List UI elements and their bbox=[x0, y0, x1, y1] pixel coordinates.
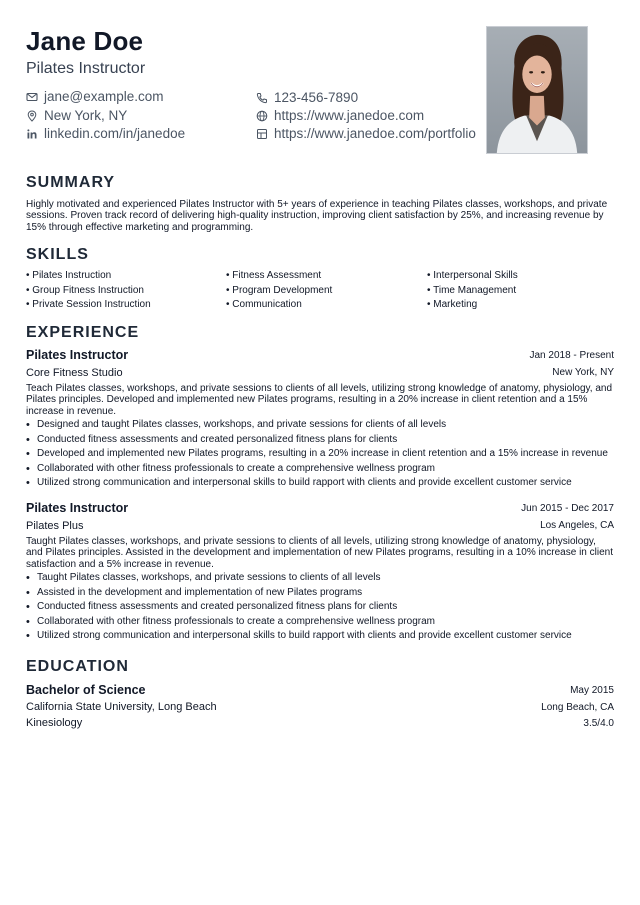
summary-text: Highly motivated and experienced Pilates Instructor with 5+ years of experience in teaching Pilates classes, workshops, and private sessions. Proven track record of delivering high-quality instruction, improving client satisfaction by 25%, and increasing revenue by 15% through effective marketing and programming. bbox=[26, 199, 608, 233]
globe-icon bbox=[256, 110, 268, 122]
contact-phone[interactable] bbox=[256, 90, 358, 105]
portfolio-icon bbox=[256, 128, 268, 140]
skill-item: • Fitness Assessment bbox=[226, 270, 322, 281]
candidate-role: Pilates Instructor bbox=[26, 60, 146, 77]
skill-item: • Group Fitness Instruction bbox=[26, 285, 144, 296]
job-description: Taught Pilates classes, workshops, and private sessions to clients of all levels, utilizing strong knowledge of anatomy, physiology, and Pilates principles. Assisted in the development and implementation of new Pilates programs, resulting in a 10% increase in client satisfaction and a 5% increase in revenue. bbox=[26, 536, 613, 570]
education-school: California State University, Long Beach bbox=[26, 701, 217, 713]
job-company: Pilates Plus bbox=[26, 520, 84, 532]
contact-location bbox=[26, 108, 127, 123]
job-date: Jun 2015 - Dec 2017 bbox=[521, 503, 614, 514]
map-pin-icon bbox=[26, 110, 38, 122]
job-bullets bbox=[26, 418, 614, 491]
job-title: Pilates Instructor bbox=[26, 348, 129, 362]
job-bullet: • Designed and taught Pilates classes, workshops, and private sessions for clients of all levels bbox=[26, 418, 614, 433]
job-title: Pilates Instructor bbox=[26, 501, 129, 515]
education-location: Long Beach, CA bbox=[541, 702, 614, 713]
skill-item: • Communication bbox=[226, 299, 302, 310]
job-date: Jan 2018 - Present bbox=[529, 350, 614, 361]
phone-icon bbox=[256, 92, 268, 104]
contact-email-text: jane@example.com bbox=[44, 89, 164, 104]
skill-item: • Interpersonal Skills bbox=[427, 270, 518, 281]
envelope-icon bbox=[26, 91, 38, 103]
profile-photo bbox=[486, 26, 588, 154]
contact-website[interactable] bbox=[256, 108, 424, 123]
job-bullet: • Assisted in the development and implementation of new Pilates programs bbox=[26, 586, 614, 601]
contact-linkedin-text: linkedin.com/in/janedoe bbox=[44, 126, 186, 141]
linkedin-icon bbox=[26, 128, 38, 140]
contact-portfolio[interactable] bbox=[256, 126, 476, 141]
education-heading: EDUCATION bbox=[26, 658, 129, 675]
education-field: Kinesiology bbox=[26, 717, 83, 729]
contact-website-text: https://www.janedoe.com bbox=[274, 108, 425, 123]
job-bullet: • Utilized strong communication and interpersonal skills to build rapport with clients and provide excellent customer service bbox=[26, 629, 614, 644]
job-location: New York, NY bbox=[552, 367, 614, 378]
skill-item: • Marketing bbox=[427, 299, 478, 310]
education-date: May 2015 bbox=[570, 685, 614, 696]
contact-linkedin[interactable] bbox=[26, 126, 185, 141]
job-bullet: • Conducted fitness assessments and created personalized fitness plans for clients bbox=[26, 433, 614, 448]
job-bullet: • Collaborated with other fitness professionals to create a comprehensive wellness program bbox=[26, 462, 614, 477]
education-gpa: 3.5/4.0 bbox=[583, 718, 614, 729]
summary-heading: SUMMARY bbox=[26, 174, 116, 191]
skills-heading: SKILLS bbox=[26, 246, 89, 263]
education-degree: Bachelor of Science bbox=[26, 683, 146, 697]
candidate-name: Jane Doe bbox=[26, 26, 144, 56]
job-bullet: • Collaborated with other fitness professionals to create a comprehensive wellness program bbox=[26, 615, 614, 630]
job-bullet: • Developed and implemented new Pilates programs, resulting in a 20% increase in client retention and a 15% increase in revenue bbox=[26, 447, 614, 462]
job-bullet: • Conducted fitness assessments and created personalized fitness plans for clients bbox=[26, 600, 614, 615]
contact-email[interactable] bbox=[26, 89, 164, 104]
job-location: Los Angeles, CA bbox=[540, 520, 614, 531]
job-company: Core Fitness Studio bbox=[26, 367, 123, 379]
contact-portfolio-text: https://www.janedoe.com/portfolio bbox=[274, 126, 476, 141]
skill-item: • Private Session Instruction bbox=[26, 299, 151, 310]
job-bullet: • Taught Pilates classes, workshops, and private sessions to clients of all levels bbox=[26, 571, 614, 586]
job-description: Teach Pilates classes, workshops, and private sessions to clients of all levels, utilizing strong knowledge of anatomy, physiology, and Pilates principles. Developed and implemented new Pilates programs, resulting in a 20% increase in client retention and a 15% increase in revenue. bbox=[26, 383, 613, 417]
job-bullet: • Utilized strong communication and interpersonal skills to build rapport with clients and provide excellent customer service bbox=[26, 476, 614, 491]
skill-item: • Pilates Instruction bbox=[26, 270, 112, 281]
skill-item: • Time Management bbox=[427, 285, 517, 296]
contact-phone-text: 123-456-7890 bbox=[274, 90, 359, 105]
skill-item: • Program Development bbox=[226, 285, 333, 296]
contact-location-text: New York, NY bbox=[44, 108, 128, 123]
job-bullets bbox=[26, 571, 614, 644]
experience-heading: EXPERIENCE bbox=[26, 324, 140, 341]
